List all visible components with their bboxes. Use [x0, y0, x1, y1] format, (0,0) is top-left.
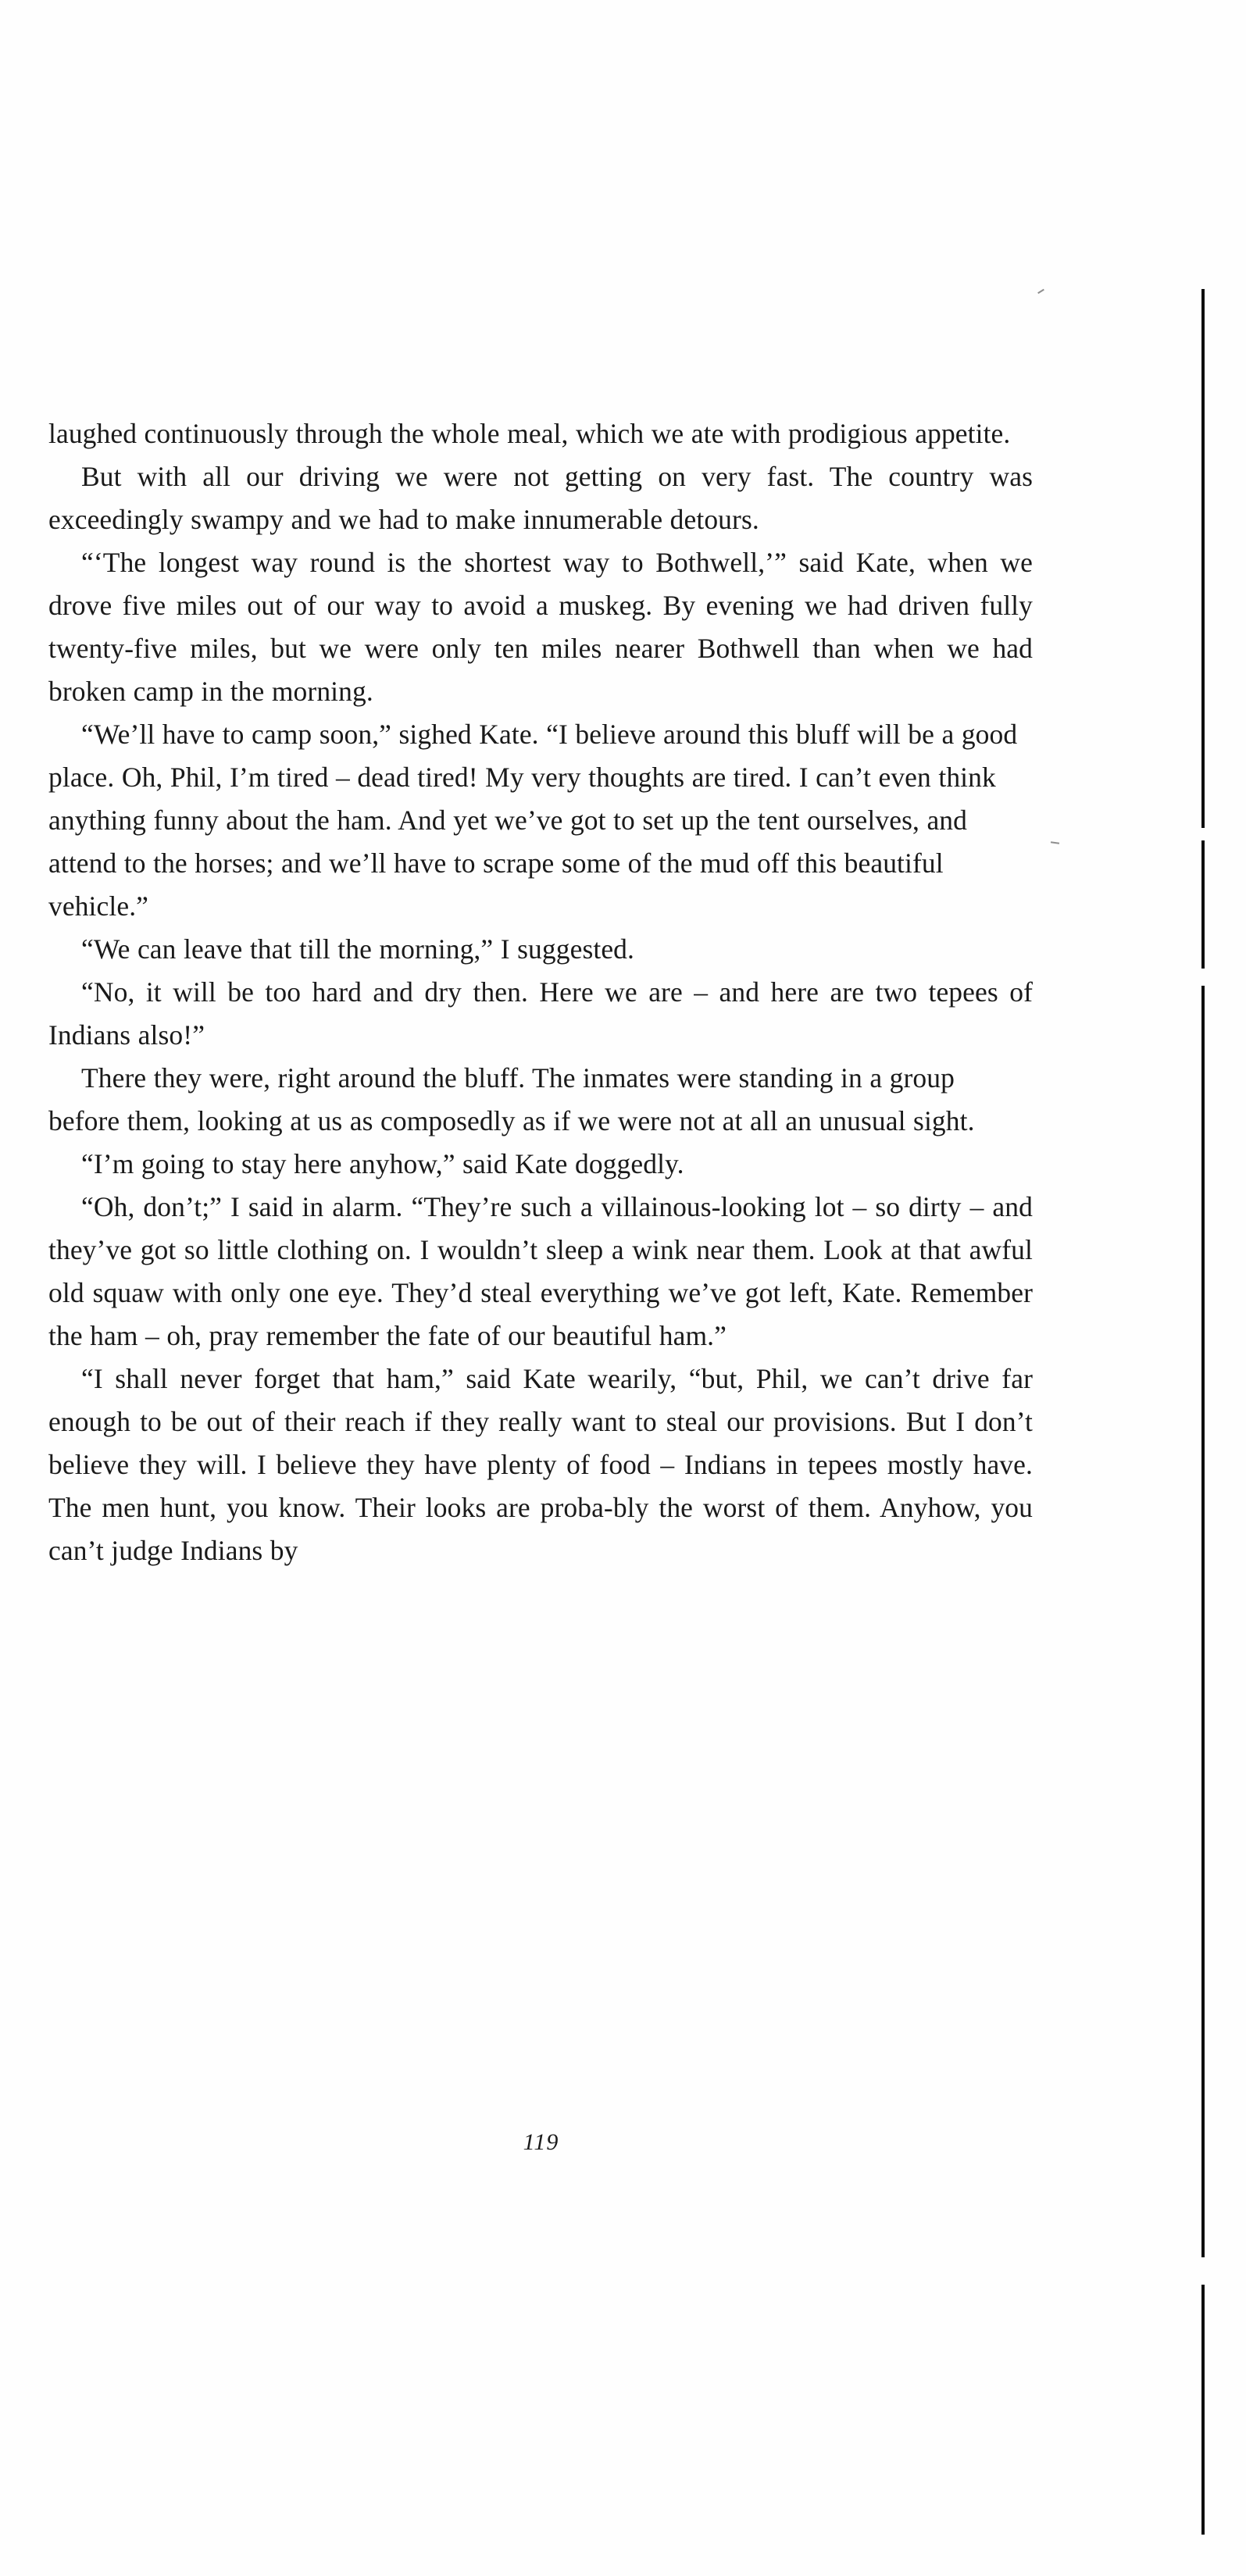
page-edge-gap [1201, 969, 1205, 986]
paragraph: There they were, right around the bluff. The inmates were standing in a group before them, looking at us as composedly as if we were not at all an unusual sight. [48, 1062, 975, 1136]
page-edge-artifact [1201, 289, 1205, 2257]
paragraph: But with all our driving we were not getting on very fast. The country was exceedingly swampy and we had to make innumerable detours. [48, 461, 1033, 535]
paragraph: “I shall never forget that ham,” said Kate wearily, “but, Phil, we can’t drive far enough to be out of their reach if they really want to steal our provisions. But I don’t believe they will. I believe they have plenty of food – Indians in tepees mostly have. The men hunt, you know. Their looks are proba-bly the worst of them. Anyhow, you can’t judge Indians by [48, 1363, 1033, 1566]
paragraph: “We’ll have to camp soon,” sighed Kate. “I believe around this bluff will be a good place. Oh, Phil, I’m tired – dead tired! My very thoughts are tired. I can’t even think anything funny about the ham. And yet we’ve got to set up the tent ourselves, and attend to the horses; and we’ll have to scrape some of the mud off this beautiful vehicle.” [48, 719, 1018, 922]
body-text [48, 412, 1033, 1572]
paragraph: laughed continuously through the whole meal, which we ate with prodigious appetite. [48, 418, 1011, 449]
paragraph: “I’m going to stay here anyhow,” said Kate doggedly. [81, 1148, 684, 1179]
paragraph: “No, it will be too hard and dry then. Here we are – and here are two tepees of Indians also!” [48, 976, 1033, 1051]
paragraph: “Oh, don’t;” I said in alarm. “They’re such a villainous-looking lot – so dirty – and they’ve got so little clothing on. I wouldn’t sleep a wink near them. Look at that awful old squaw with only one eye. They’d steal everything we’ve got left, Kate. Remember the ham – oh, pray remember the fate of our beautiful ham.” [48, 1191, 1033, 1351]
page-edge-gap [1201, 828, 1205, 840]
page-edge-artifact-lower [1201, 2285, 1205, 2535]
scan-speck [1051, 841, 1059, 844]
page-number: 119 [523, 2129, 559, 2155]
paragraph: “‘The longest way round is the shortest way to Bothwell,’” said Kate, when we drove five miles out of our way to avoid a muskeg. By evening we had driven fully twenty-five miles, but we were only ten miles nearer Bothwell than when we had broken camp in the morning. [48, 547, 1033, 707]
paragraph: “We can leave that till the morning,” I suggested. [81, 933, 635, 965]
scan-speck [1037, 289, 1044, 294]
